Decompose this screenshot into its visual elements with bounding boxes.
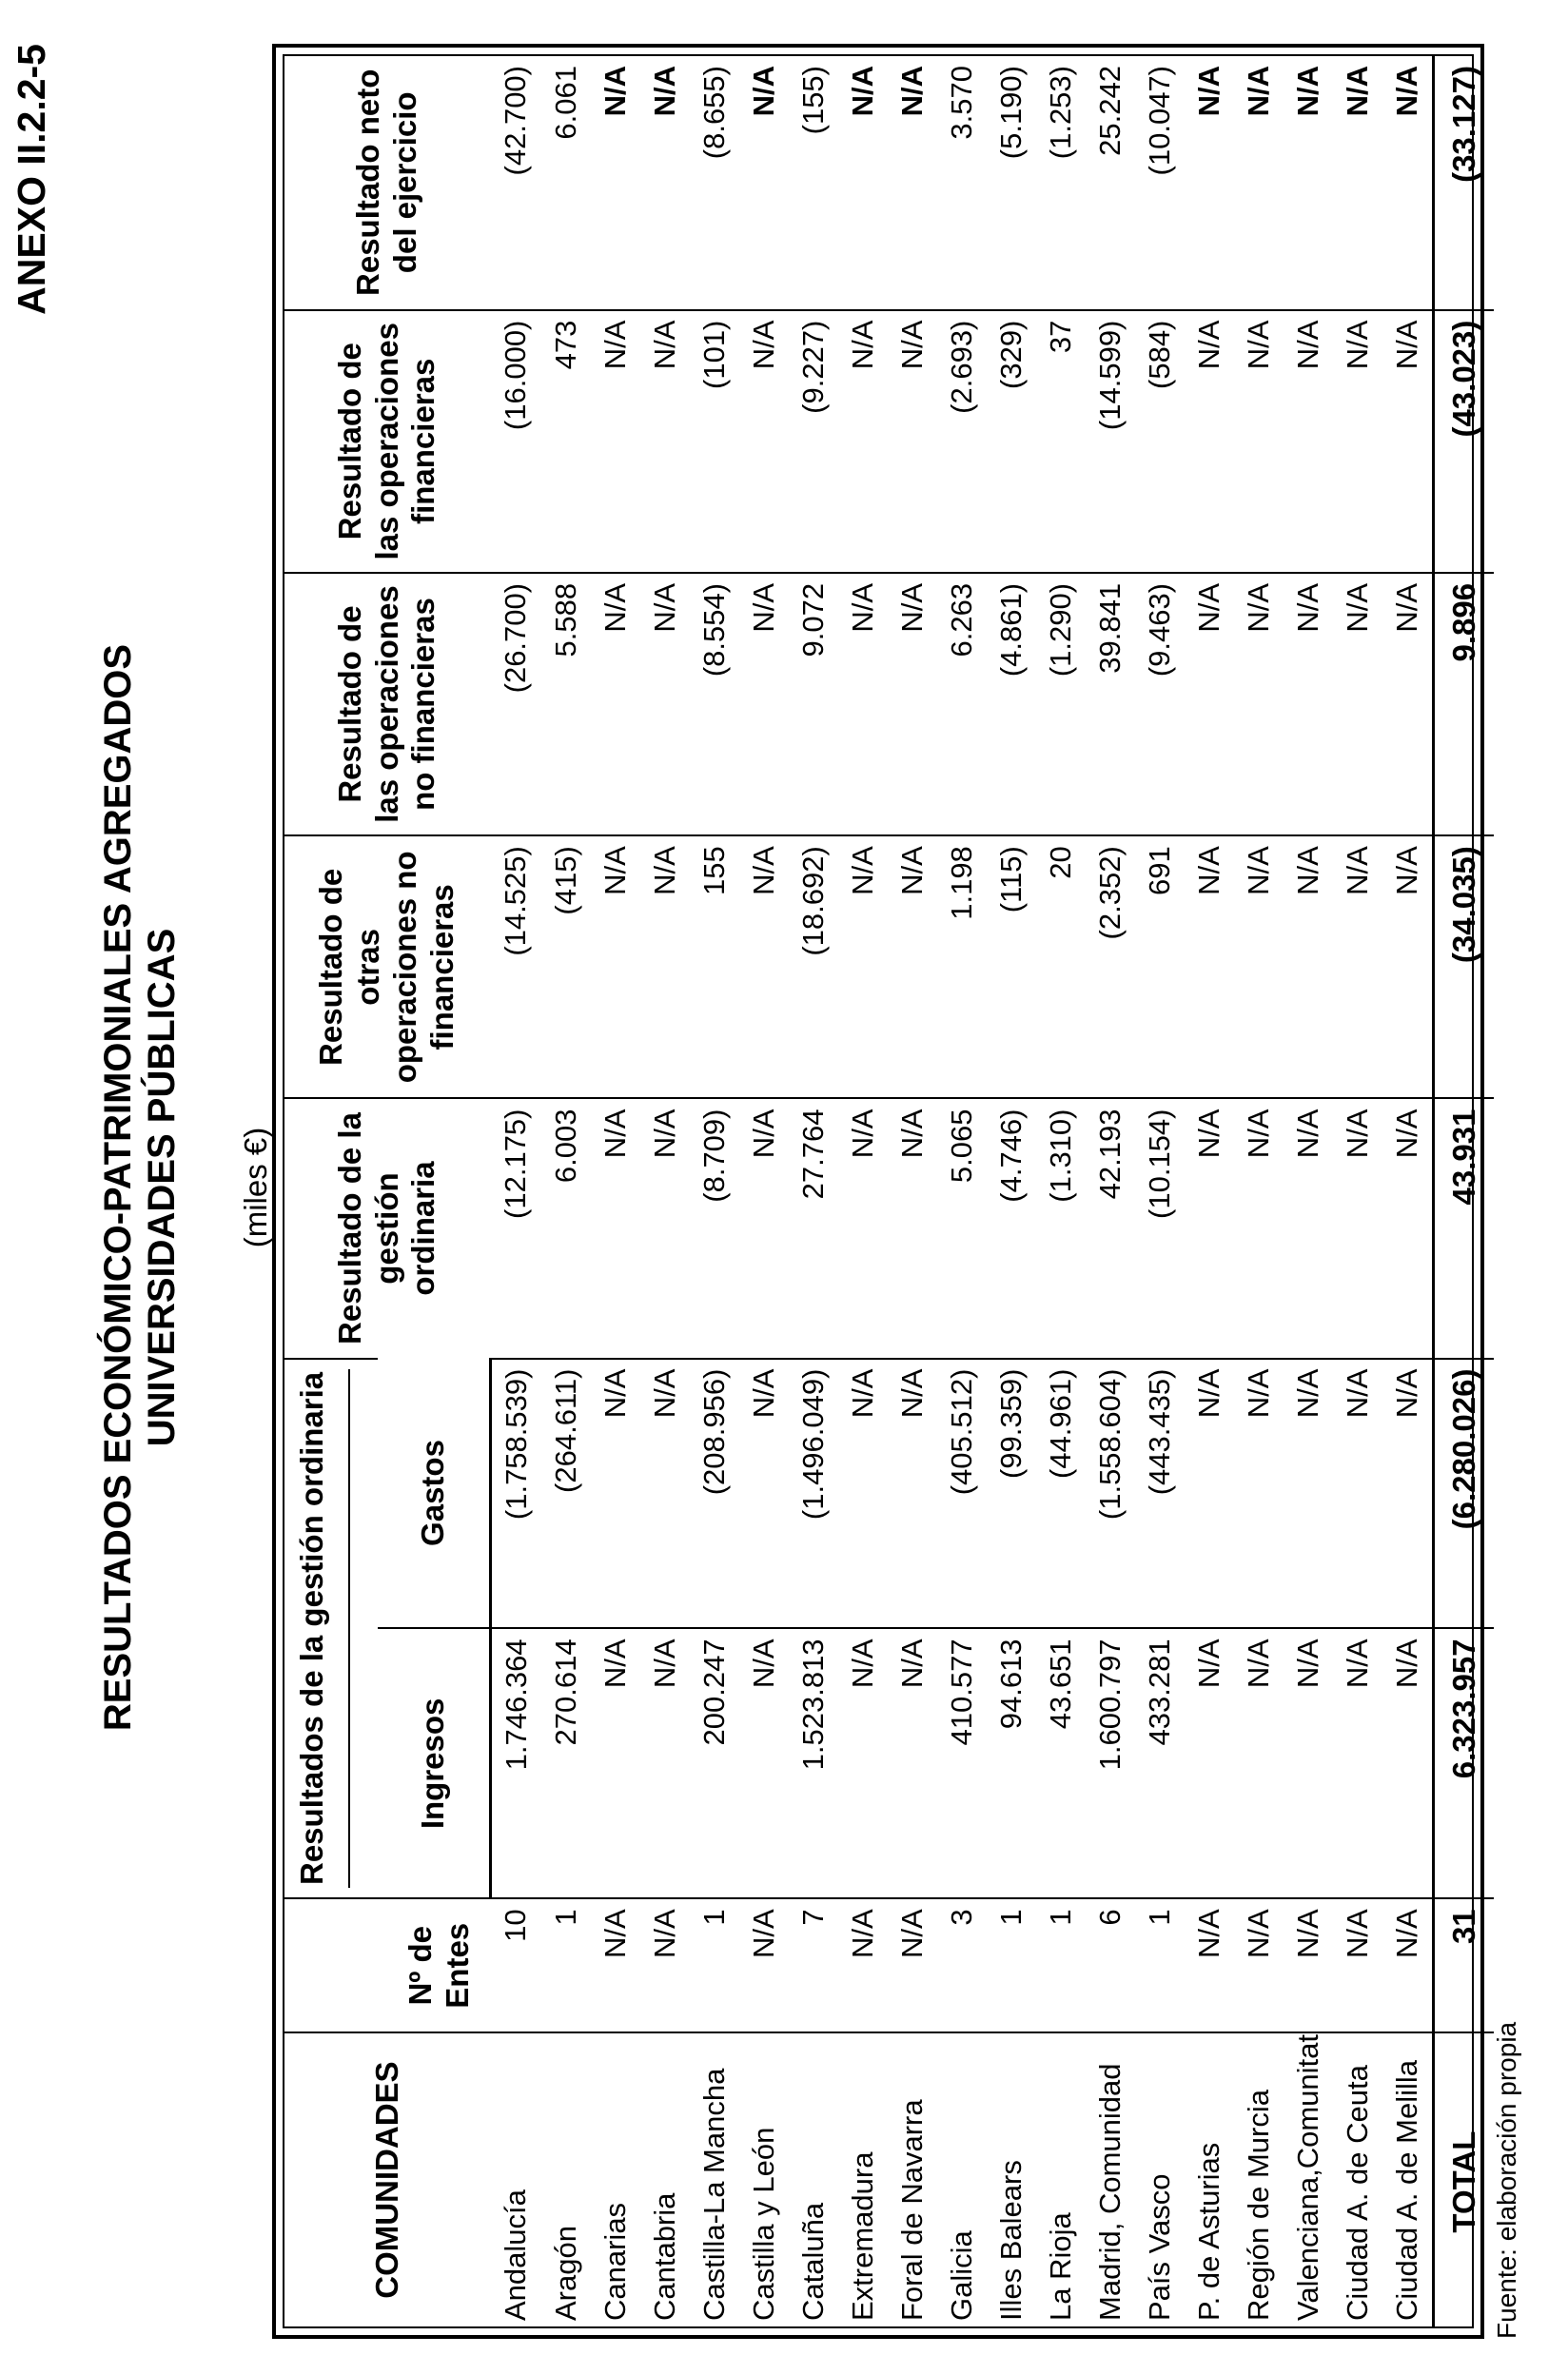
row-value: 3.570 (944, 66, 978, 140)
row-value: N/A (1389, 66, 1423, 117)
row-value: N/A (640, 310, 690, 573)
header-gastos: Gastos (378, 1359, 490, 1629)
row-value: (10.047) (1142, 66, 1176, 176)
row-value: 5.588 (541, 573, 591, 835)
row-value: N/A (591, 1628, 640, 1898)
row-value: (14.599) (1086, 310, 1135, 573)
row-value: N/A (888, 573, 937, 835)
row-value: N/A (1284, 1099, 1333, 1359)
row-value: N/A (1333, 310, 1382, 573)
row-value: (16.000) (490, 310, 541, 573)
row-value: N/A (598, 66, 632, 117)
row-value: N/A (1284, 1359, 1333, 1629)
row-value: N/A (746, 66, 780, 117)
row-value: 27.764 (789, 1099, 838, 1359)
table-row (490, 56, 541, 2326)
row-value: N/A (838, 1099, 888, 1359)
row-value: N/A (888, 1898, 937, 2032)
unit-label: (miles €) (238, 1127, 273, 1248)
row-comunidad: Foral de Navarra (888, 2032, 937, 2326)
row-value: N/A (739, 310, 789, 573)
row-value: 5.065 (937, 1099, 987, 1359)
row-value: 691 (1135, 835, 1185, 1098)
total-cell (1433, 1099, 1494, 1359)
row-value: (18.692) (789, 835, 838, 1098)
row-comunidad: P. de Asturias (1185, 2032, 1234, 2326)
header-res-otras: Resultado de otras operaciones no financieras (284, 835, 490, 1098)
row-value: (8.655) (696, 66, 731, 160)
row-value: (2.352) (1086, 835, 1135, 1098)
row-value: N/A (838, 310, 888, 573)
row-value: 200.247 (690, 1628, 739, 1898)
row-value: N/A (1185, 573, 1234, 835)
row-value: N/A (1284, 573, 1333, 835)
row-value: 1.746.364 (490, 1628, 541, 1898)
total-label: TOTAL (1433, 2032, 1494, 2326)
table-frame (272, 44, 1484, 2339)
total-value: (43.023) (1446, 321, 1484, 438)
table-row (739, 56, 789, 2326)
total-entes: 31 (1433, 1898, 1494, 2032)
table-row (1185, 56, 1234, 2326)
row-value: N/A (591, 835, 640, 1098)
row-value: N/A (640, 1099, 690, 1359)
row-value: (5.190) (993, 66, 1028, 160)
page-title: RESULTADOS ECONÓMICO-PATRIMONIALES AGREGADOS (97, 643, 139, 1732)
table-row (838, 56, 888, 2326)
row-value: 1 (1135, 1898, 1185, 2032)
row-value: N/A (1382, 1099, 1434, 1359)
row-value: N/A (888, 1359, 937, 1629)
table-row (937, 56, 987, 2326)
table-row (888, 56, 937, 2326)
row-comunidad: Andalucía (490, 2032, 541, 2326)
row-value: 10 (490, 1898, 541, 2032)
row-value: N/A (1333, 1898, 1382, 2032)
row-value: (1.558.604) (1086, 1359, 1135, 1629)
total-cell (1433, 835, 1494, 1098)
row-value: N/A (1382, 835, 1434, 1098)
row-value: 473 (541, 310, 591, 573)
row-value: N/A (1234, 1099, 1284, 1359)
table-row (1135, 56, 1185, 2326)
row-value: N/A (1191, 66, 1225, 117)
row-value: (12.175) (490, 1099, 541, 1359)
row-value: 37 (1036, 310, 1086, 573)
row-value: N/A (1185, 1359, 1234, 1629)
row-comunidad: Castilla y León (739, 2032, 789, 2326)
row-value: N/A (1333, 1628, 1382, 1898)
row-value: N/A (739, 1359, 789, 1629)
row-value: (8.709) (690, 1099, 739, 1359)
row-value: (99.359) (987, 1359, 1036, 1629)
row-value: 1 (987, 1898, 1036, 2032)
row-value: (405.512) (937, 1359, 987, 1629)
header-res-neto: Resultado neto del ejercicio (350, 69, 422, 296)
row-value: N/A (1185, 1099, 1234, 1359)
row-value: (115) (987, 835, 1036, 1098)
table-row (1086, 56, 1135, 2326)
row-value: (1.290) (1036, 573, 1086, 835)
row-comunidad: Madrid, Comunidad (1086, 2032, 1135, 2326)
row-value: 410.577 (937, 1628, 987, 1898)
table-row (1333, 56, 1382, 2326)
row-value: N/A (845, 66, 879, 117)
total-cell (1433, 573, 1494, 835)
row-value: (42.700) (498, 66, 532, 176)
row-value: 43.651 (1036, 1628, 1086, 1898)
row-comunidad: Galicia (937, 2032, 987, 2326)
row-value: N/A (838, 835, 888, 1098)
row-value: (584) (1135, 310, 1185, 573)
row-value: N/A (1234, 1898, 1284, 2032)
row-comunidad: País Vasco (1135, 2032, 1185, 2326)
row-value: N/A (640, 573, 690, 835)
table-row (541, 56, 591, 2326)
row-value: N/A (1185, 835, 1234, 1098)
row-value: (1.253) (1043, 66, 1077, 160)
row-value: (14.525) (490, 835, 541, 1098)
total-cell (1433, 310, 1494, 573)
header-entes: Nº de Entes (284, 1898, 490, 2032)
row-value: N/A (739, 1628, 789, 1898)
total-value: (33.127) (1446, 66, 1484, 183)
row-value: N/A (1234, 310, 1284, 573)
row-value: N/A (1241, 66, 1275, 117)
row-value: N/A (838, 1898, 888, 2032)
table-row (789, 56, 838, 2326)
row-comunidad: Cataluña (789, 2032, 838, 2326)
row-comunidad: Ciudad A. de Melilla (1382, 2032, 1434, 2326)
footer-source: Fuente: elaboración propia (1492, 2021, 1521, 2339)
total-value: 9.896 (1446, 583, 1484, 662)
table-row (1382, 56, 1434, 2326)
total-cell (1433, 1628, 1494, 1898)
row-value: N/A (838, 1628, 888, 1898)
row-value: 39.841 (1086, 573, 1135, 835)
row-value: N/A (838, 573, 888, 835)
row-comunidad: Illes Balears (987, 2032, 1036, 2326)
row-value: 7 (789, 1898, 838, 2032)
row-value: 1 (541, 1898, 591, 2032)
row-value: 6 (1086, 1898, 1135, 2032)
row-value: N/A (1382, 573, 1434, 835)
row-value: N/A (1333, 1359, 1382, 1629)
row-value: (1.310) (1036, 1099, 1086, 1359)
row-value: 6.003 (541, 1099, 591, 1359)
row-value: 433.281 (1135, 1628, 1185, 1898)
row-comunidad: Valenciana,Comunitat (1284, 2032, 1333, 2326)
row-value: (4.861) (987, 573, 1036, 835)
row-comunidad: Ciudad A. de Ceuta (1333, 2032, 1382, 2326)
row-value: N/A (1290, 66, 1324, 117)
row-value: N/A (1333, 573, 1382, 835)
total-row (1433, 56, 1494, 2326)
row-value: 42.193 (1086, 1099, 1135, 1359)
row-value: N/A (894, 66, 929, 117)
total-value: (34.035) (1446, 846, 1484, 963)
total-cell (1433, 1359, 1494, 1629)
row-comunidad: Aragón (541, 2032, 591, 2326)
row-comunidad: Extremadura (838, 2032, 888, 2326)
row-value: 155 (690, 835, 739, 1098)
row-value: N/A (1234, 835, 1284, 1098)
row-value: (101) (690, 310, 739, 573)
page-subtitle: UNIVERSIDADES PÚBLICAS (141, 928, 183, 1447)
total-value: 43.931 (1446, 1109, 1484, 1206)
row-value: (443.435) (1135, 1359, 1185, 1629)
row-value: 6.061 (548, 66, 582, 140)
row-value: (1.496.049) (789, 1359, 838, 1629)
row-value: (415) (541, 835, 591, 1098)
row-value: N/A (888, 1628, 937, 1898)
row-value: N/A (591, 573, 640, 835)
row-value: N/A (888, 310, 937, 573)
row-value: 94.613 (987, 1628, 1036, 1898)
row-value: N/A (888, 1099, 937, 1359)
row-value: N/A (1185, 310, 1234, 573)
row-value: N/A (888, 835, 937, 1098)
row-value: (329) (987, 310, 1036, 573)
row-value: N/A (640, 1359, 690, 1629)
row-value: N/A (1284, 1898, 1333, 2032)
row-value: N/A (1234, 1628, 1284, 1898)
row-value: N/A (1234, 1359, 1284, 1629)
row-value: 1.198 (937, 835, 987, 1098)
row-value: (44.961) (1036, 1359, 1086, 1629)
row-value: 1.600.797 (1086, 1628, 1135, 1898)
header-ingresos: Ingresos (378, 1628, 490, 1898)
row-value: N/A (1382, 310, 1434, 573)
row-value: 9.072 (789, 573, 838, 835)
row-value: N/A (1234, 573, 1284, 835)
row-value: N/A (647, 66, 681, 117)
row-value: 1.523.813 (789, 1628, 838, 1898)
row-value: 3 (937, 1898, 987, 2032)
row-value: (1.758.539) (490, 1359, 541, 1629)
header-comunidades: COMUNIDADES (284, 2032, 490, 2326)
row-value: N/A (1284, 835, 1333, 1098)
row-value: 25.242 (1092, 66, 1127, 156)
row-value: (9.227) (789, 310, 838, 573)
row-value: (10.154) (1135, 1099, 1185, 1359)
row-value: (2.693) (937, 310, 987, 573)
header-group-gestion (284, 1359, 378, 1899)
row-comunidad: Castilla-La Mancha (690, 2032, 739, 2326)
row-value: N/A (591, 310, 640, 573)
row-value: (9.463) (1135, 573, 1185, 835)
row-value: N/A (1333, 835, 1382, 1098)
header-res-gestion: Resultado de la gestión ordinaria (284, 1099, 490, 1359)
row-value: N/A (1382, 1628, 1434, 1898)
table-row (690, 56, 739, 2326)
row-value: N/A (640, 1898, 690, 2032)
row-value: N/A (739, 1898, 789, 2032)
header-res-fin: Resultado de las operaciones financieras (284, 310, 490, 573)
row-value: 20 (1036, 835, 1086, 1098)
row-value: N/A (591, 1099, 640, 1359)
row-value: 1 (690, 1898, 739, 2032)
table-row (640, 56, 690, 2326)
row-value: N/A (1284, 1628, 1333, 1898)
row-value: 270.614 (541, 1628, 591, 1898)
row-value: N/A (739, 1099, 789, 1359)
header-group-label: Resultados de la gestión ordinaria (294, 1371, 329, 1885)
row-value: (4.746) (987, 1099, 1036, 1359)
row-value: (208.956) (690, 1359, 739, 1629)
row-value: (8.554) (690, 573, 739, 835)
row-value: N/A (739, 573, 789, 835)
row-value: N/A (640, 835, 690, 1098)
total-value: 6.323.957 (1446, 1639, 1484, 1778)
table-row (1234, 56, 1284, 2326)
row-value: N/A (1382, 1359, 1434, 1629)
row-value: N/A (1185, 1898, 1234, 2032)
table-row (1284, 56, 1333, 2326)
row-comunidad: La Rioja (1036, 2032, 1086, 2326)
table-row (591, 56, 640, 2326)
row-value: N/A (1340, 66, 1374, 117)
annex-label: ANEXO II.2.2-5 (10, 44, 53, 315)
total-cell (1433, 56, 1494, 310)
row-value: N/A (640, 1628, 690, 1898)
row-comunidad: Cantabria (640, 2032, 690, 2326)
results-table (284, 56, 1494, 2326)
row-value: (26.700) (490, 573, 541, 835)
row-value: N/A (1284, 310, 1333, 573)
row-value: 6.263 (937, 573, 987, 835)
total-value: (6.280.026) (1446, 1369, 1484, 1530)
row-value: (155) (795, 66, 830, 135)
header-res-no-fin: Resultado de las operaciones no financieras (284, 573, 490, 835)
row-value: N/A (1333, 1099, 1382, 1359)
row-value: N/A (1382, 1898, 1434, 2032)
table-row (987, 56, 1036, 2326)
row-comunidad: Región de Murcia (1234, 2032, 1284, 2326)
row-value: N/A (838, 1359, 888, 1629)
row-comunidad: Canarias (591, 2032, 640, 2326)
table-row (1036, 56, 1086, 2326)
row-value: N/A (739, 835, 789, 1098)
table-body (490, 56, 1494, 2326)
row-value: (264.611) (541, 1359, 591, 1629)
row-value: N/A (591, 1359, 640, 1629)
row-value: 1 (1036, 1898, 1086, 2032)
row-value: N/A (591, 1898, 640, 2032)
row-value: N/A (1185, 1628, 1234, 1898)
